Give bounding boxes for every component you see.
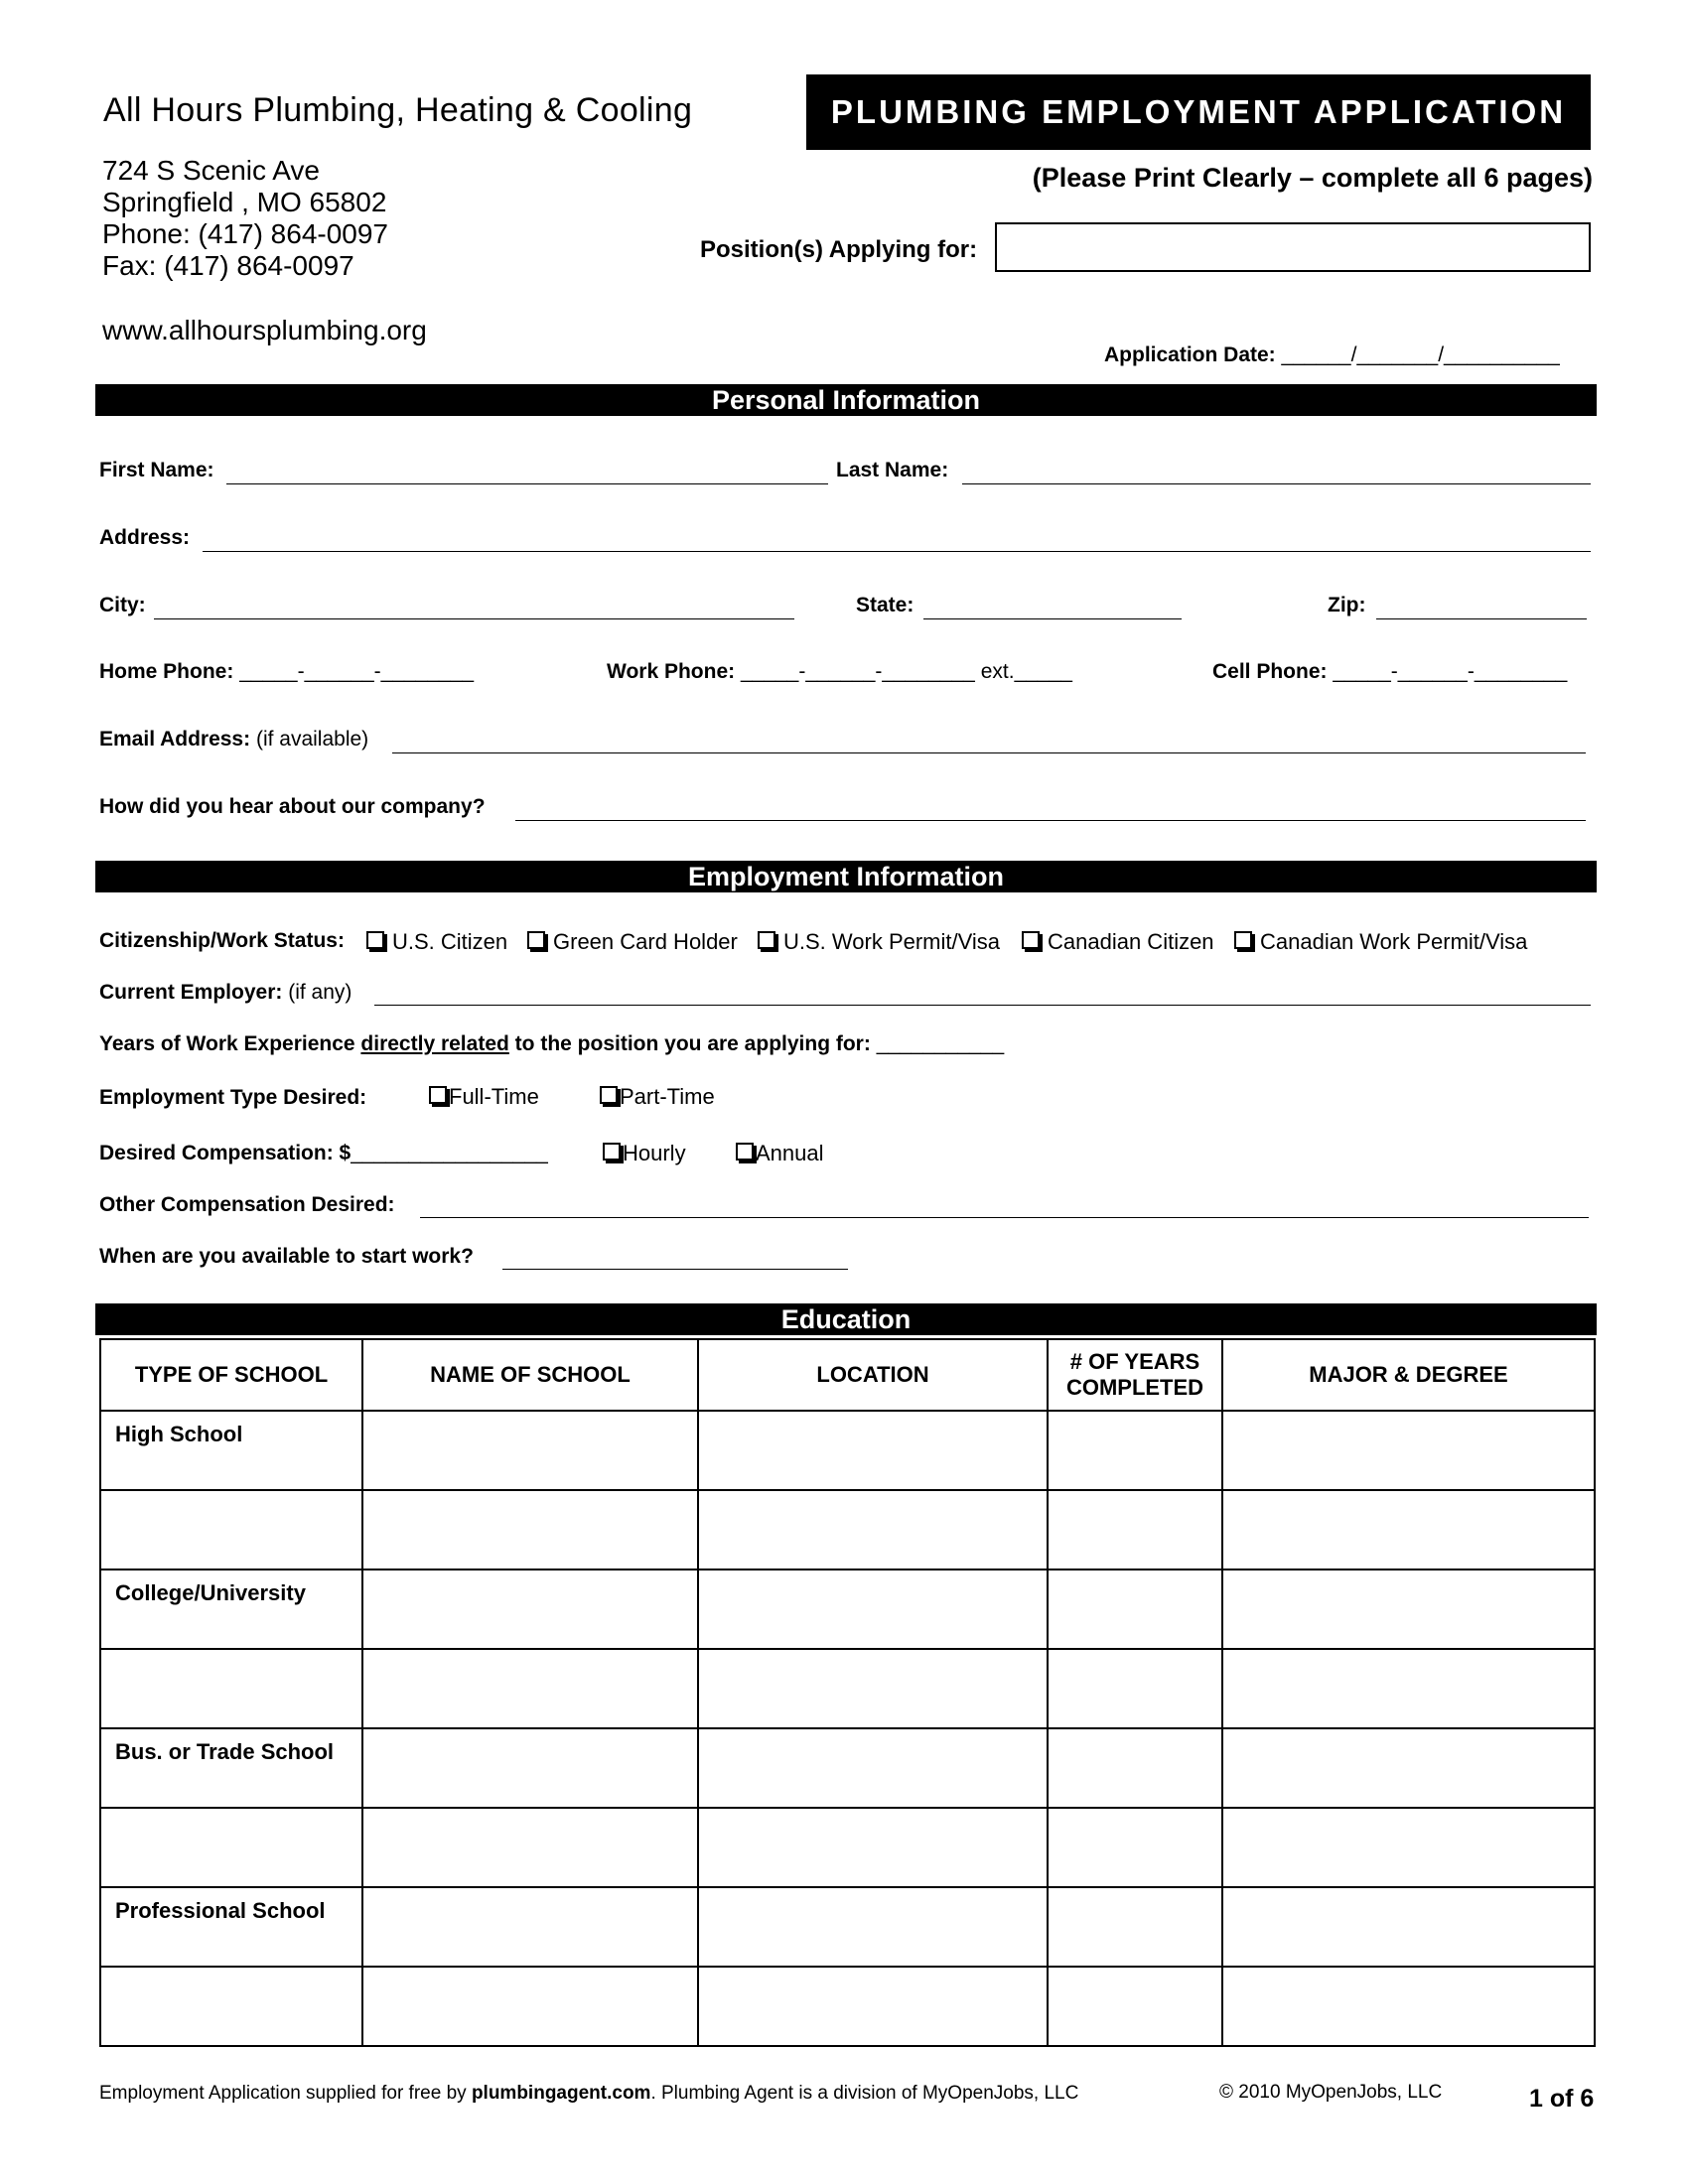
major-degree-cell[interactable] xyxy=(1222,1887,1595,1967)
major-degree-cell[interactable] xyxy=(1222,1490,1595,1570)
hourly-checkbox[interactable] xyxy=(603,1141,686,1166)
location-cell[interactable] xyxy=(698,1490,1048,1570)
last-name-field[interactable] xyxy=(962,483,1591,484)
location-cell[interactable] xyxy=(698,1967,1048,2046)
school-name-cell[interactable] xyxy=(362,1728,698,1808)
table-row xyxy=(100,1967,1595,2046)
citizenship-canadian-work-permit-checkbox[interactable] xyxy=(1234,929,1527,955)
major-degree-cell[interactable] xyxy=(1222,1728,1595,1808)
school-type-cell xyxy=(100,1490,362,1570)
page-number: 1 of 6 xyxy=(1529,2085,1595,2113)
zip-field[interactable] xyxy=(1376,618,1587,619)
checkbox-label: U.S. Citizen xyxy=(392,929,508,954)
email-note: (if available) xyxy=(255,728,369,751)
position-label: Position(s) Applying for: xyxy=(700,236,978,263)
other-compensation-field[interactable] xyxy=(420,1217,1589,1218)
copyright-text: © 2010 MyOpenJobs, LLC xyxy=(1219,2082,1443,2103)
zip-label: Zip: xyxy=(1328,594,1366,616)
school-name-cell[interactable] xyxy=(362,1967,698,2046)
email-field[interactable] xyxy=(392,752,1586,753)
start-work-label: When are you available to start work? xyxy=(99,1245,474,1268)
current-employer-field[interactable] xyxy=(374,1005,1591,1006)
years-completed-cell[interactable] xyxy=(1048,1728,1222,1808)
major-degree-cell[interactable] xyxy=(1222,1411,1595,1490)
application-date[interactable] xyxy=(1104,343,1560,367)
checkbox-label: Canadian Work Permit/Visa xyxy=(1260,929,1528,954)
table-row xyxy=(100,1887,1595,1967)
footer-link[interactable]: plumbingagent.com xyxy=(471,2083,651,2104)
home-phone-label: Home Phone: xyxy=(99,660,234,683)
school-type-cell xyxy=(100,1967,362,2046)
years-completed-cell[interactable] xyxy=(1048,1570,1222,1649)
table-row xyxy=(100,1728,1595,1808)
checkbox-label: Canadian Citizen xyxy=(1048,929,1214,954)
address-line-1: 724 S Scenic Ave xyxy=(102,155,320,186)
table-row xyxy=(100,1570,1595,1649)
column-header: TYPE OF SCHOOL xyxy=(100,1339,362,1411)
checkbox-label: Annual xyxy=(756,1141,824,1165)
years-experience[interactable] xyxy=(99,1032,1004,1056)
location-cell[interactable] xyxy=(698,1808,1048,1887)
hear-about-field[interactable] xyxy=(515,820,1586,821)
address-field[interactable] xyxy=(203,551,1591,552)
footer-text-end: . Plumbing Agent is a division of MyOpenJobs, LLC xyxy=(650,2083,1079,2104)
school-name-cell[interactable] xyxy=(362,1570,698,1649)
table-row xyxy=(100,1649,1595,1728)
cell-phone-blank[interactable]: _____-______-________ xyxy=(1333,660,1568,683)
school-type-cell: Professional School xyxy=(100,1887,362,1967)
years-completed-cell[interactable] xyxy=(1048,1967,1222,2046)
city-field[interactable] xyxy=(154,618,794,619)
school-name-cell[interactable] xyxy=(362,1808,698,1887)
employment-type-label: Employment Type Desired: xyxy=(99,1086,367,1109)
citizenship-us-work-permit-checkbox[interactable] xyxy=(758,929,1000,955)
school-type-cell: High School xyxy=(100,1411,362,1490)
form-title: PLUMBING EMPLOYMENT APPLICATION xyxy=(806,74,1591,150)
application-date-label: Application Date: xyxy=(1104,343,1276,366)
footer-text-start: Employment Application supplied for free by xyxy=(99,2083,472,2104)
location-cell[interactable] xyxy=(698,1570,1048,1649)
footer-text xyxy=(99,2083,1078,2105)
school-type-cell xyxy=(100,1649,362,1728)
major-degree-cell[interactable] xyxy=(1222,1649,1595,1728)
fax-text: Fax: (417) 864-0097 xyxy=(102,250,354,281)
checkbox-label: Hourly xyxy=(623,1141,686,1165)
city-label: City: xyxy=(99,594,146,616)
location-cell[interactable] xyxy=(698,1411,1048,1490)
years-completed-cell[interactable] xyxy=(1048,1490,1222,1570)
major-degree-cell[interactable] xyxy=(1222,1967,1595,2046)
section-personal-information: Personal Information xyxy=(95,384,1597,416)
checkbox-icon xyxy=(736,1143,754,1160)
checkbox-icon xyxy=(603,1143,621,1160)
first-name-field[interactable] xyxy=(226,483,828,484)
first-name-label: First Name: xyxy=(99,459,214,481)
school-type-cell: Bus. or Trade School xyxy=(100,1728,362,1808)
checkbox-label: Full-Time xyxy=(449,1084,539,1109)
start-work-field[interactable] xyxy=(502,1269,848,1270)
work-phone[interactable] xyxy=(607,660,1072,684)
email-label-group xyxy=(99,728,368,751)
checkbox-label: Part-Time xyxy=(620,1084,715,1109)
ext-blank[interactable]: _____ xyxy=(1014,660,1072,683)
school-type-cell xyxy=(100,1808,362,1887)
section-employment-information: Employment Information xyxy=(95,861,1597,892)
location-cell[interactable] xyxy=(698,1728,1048,1808)
cell-phone[interactable] xyxy=(1212,660,1567,684)
work-phone-label: Work Phone: xyxy=(607,660,736,683)
email-label: Email Address: xyxy=(99,728,251,751)
years-completed-cell[interactable] xyxy=(1048,1808,1222,1887)
current-employer-label: Current Employer: xyxy=(99,981,283,1004)
last-name-label: Last Name: xyxy=(836,459,949,481)
checkbox-icon xyxy=(758,931,775,949)
school-name-cell[interactable] xyxy=(362,1649,698,1728)
citizenship-green-card-checkbox[interactable] xyxy=(527,929,738,955)
print-note: (Please Print Clearly – complete all 6 pages) xyxy=(1032,163,1593,193)
hear-about-label: How did you hear about our company? xyxy=(99,795,486,818)
desired-compensation-label: Desired Compensation: $ xyxy=(99,1142,352,1164)
education-header-row xyxy=(100,1339,1595,1411)
location-cell[interactable] xyxy=(698,1887,1048,1967)
school-type-cell: College/University xyxy=(100,1570,362,1649)
cell-phone-label: Cell Phone: xyxy=(1212,660,1328,683)
ext-label: ext. xyxy=(980,660,1015,683)
full-time-checkbox[interactable] xyxy=(429,1084,539,1110)
location-cell[interactable] xyxy=(698,1649,1048,1728)
company-name: All Hours Plumbing, Heating & Cooling xyxy=(103,91,693,129)
part-time-checkbox[interactable] xyxy=(600,1084,715,1110)
website-text: www.allhoursplumbing.org xyxy=(102,315,427,345)
column-header: MAJOR & DEGREE xyxy=(1222,1339,1595,1411)
citizenship-canadian-citizen-checkbox[interactable] xyxy=(1022,929,1214,955)
checkbox-icon xyxy=(429,1086,447,1104)
checkbox-icon xyxy=(527,931,545,949)
work-phone-blank[interactable]: _____-______-________ xyxy=(740,660,975,683)
annual-checkbox[interactable] xyxy=(736,1141,824,1166)
section-education: Education xyxy=(95,1303,1597,1335)
home-phone[interactable] xyxy=(99,660,474,684)
school-name-cell[interactable] xyxy=(362,1490,698,1570)
major-degree-cell[interactable] xyxy=(1222,1570,1595,1649)
column-header: LOCATION xyxy=(698,1339,1048,1411)
application-date-blank[interactable]: ______/_______/__________ xyxy=(1281,343,1560,366)
state-label: State: xyxy=(856,594,914,616)
years-experience-blank[interactable]: ___________ xyxy=(876,1032,1005,1055)
school-name-cell[interactable] xyxy=(362,1411,698,1490)
checkbox-icon xyxy=(1234,931,1252,949)
phone-text: Phone: (417) 864-0097 xyxy=(102,218,388,249)
checkbox-label: U.S. Work Permit/Visa xyxy=(783,929,1001,954)
state-field[interactable] xyxy=(923,618,1182,619)
years-completed-cell[interactable] xyxy=(1048,1411,1222,1490)
desired-compensation[interactable] xyxy=(99,1142,548,1165)
table-row xyxy=(100,1490,1595,1570)
checkbox-icon xyxy=(600,1086,618,1104)
desired-compensation-blank[interactable]: _________________ xyxy=(351,1142,548,1164)
position-input[interactable] xyxy=(995,222,1591,272)
citizenship-us-citizen-checkbox[interactable] xyxy=(366,929,507,955)
address-label: Address: xyxy=(99,526,191,549)
address-line-2: Springfield , MO 65802 xyxy=(102,187,387,217)
years-experience-emphasis: directly related xyxy=(360,1032,509,1055)
current-employer-label-group xyxy=(99,981,352,1005)
other-compensation-label: Other Compensation Desired: xyxy=(99,1193,395,1216)
column-header: # OF YEARS COMPLETED xyxy=(1048,1339,1222,1411)
years-experience-label-end: to the position you are applying for: xyxy=(514,1032,871,1055)
citizenship-label: Citizenship/Work Status: xyxy=(99,929,345,952)
years-completed-cell[interactable] xyxy=(1048,1649,1222,1728)
table-row xyxy=(100,1808,1595,1887)
major-degree-cell[interactable] xyxy=(1222,1808,1595,1887)
column-header: NAME OF SCHOOL xyxy=(362,1339,698,1411)
years-completed-cell[interactable] xyxy=(1048,1887,1222,1967)
education-table xyxy=(99,1338,1596,2047)
checkbox-label: Green Card Holder xyxy=(553,929,738,954)
years-experience-label: Years of Work Experience xyxy=(99,1032,355,1055)
checkbox-icon xyxy=(1022,931,1040,949)
school-name-cell[interactable] xyxy=(362,1887,698,1967)
table-row xyxy=(100,1411,1595,1490)
home-phone-blank[interactable]: _____-______-________ xyxy=(239,660,475,683)
checkbox-icon xyxy=(366,931,384,949)
current-employer-note: (if any) xyxy=(288,981,352,1004)
